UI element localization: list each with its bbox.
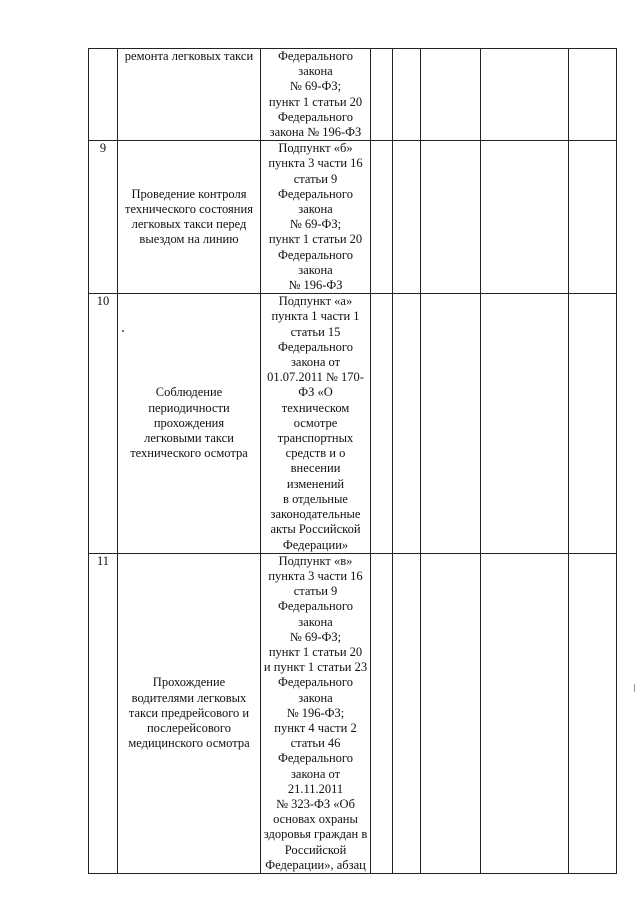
legal-basis-line: Федерального — [277, 675, 354, 690]
scan-dot — [122, 330, 124, 332]
requirement-name-line: послерейсового — [146, 720, 231, 735]
legal-basis-line: в отдельные — [283, 491, 348, 506]
requirement-name-line: технического состояния — [125, 202, 253, 217]
table-row — [89, 553, 617, 873]
legal-basis-line: 01.07.2011 № 170- — [267, 370, 364, 385]
legal-basis-line: пункта 3 части 16 — [268, 568, 363, 583]
empty-cell — [421, 141, 481, 294]
empty-cell — [371, 49, 393, 141]
legal-basis-line: закона № 196-ФЗ — [269, 125, 362, 140]
requirement-name-line: такси предрейсового и — [128, 705, 250, 720]
legal-basis-line: закона — [298, 690, 333, 705]
legal-basis-line: пункт 1 статьи 20 — [268, 232, 363, 247]
legal-basis — [261, 141, 371, 294]
empty-cell — [569, 141, 617, 294]
legal-basis-line: ФЗ «О — [298, 385, 333, 400]
legal-basis-line: № 69-ФЗ; — [289, 217, 342, 232]
legal-basis-line: Подпункт «а» — [278, 294, 353, 309]
empty-cell — [421, 553, 481, 873]
requirement-name — [118, 141, 261, 294]
row-number — [89, 49, 118, 141]
table-row — [89, 141, 617, 294]
table-row — [89, 294, 617, 553]
empty-cell — [393, 49, 421, 141]
legal-basis-line: внесении — [290, 461, 341, 476]
empty-cell — [569, 553, 617, 873]
requirement-name — [118, 294, 261, 553]
legal-basis-line: Федерального — [277, 247, 354, 262]
empty-cell — [481, 49, 569, 141]
legal-basis-line: 21.11.2011 — [287, 781, 344, 796]
legal-basis — [261, 49, 371, 141]
legal-basis-line: Федерального — [277, 751, 354, 766]
legal-basis-line: закона — [298, 614, 333, 629]
requirement-name-line: периодичности — [148, 400, 230, 415]
legal-basis-line: статьи 9 — [293, 171, 338, 186]
legal-basis-line: основах охраны — [273, 812, 358, 827]
requirement-name — [118, 553, 261, 873]
legal-basis-line: Российской — [284, 842, 347, 857]
scan-edge-mark — [634, 684, 635, 692]
empty-cell — [371, 553, 393, 873]
empty-cell — [569, 294, 617, 553]
legal-basis-line: Федерального — [277, 186, 354, 201]
legal-basis-line: пункта 3 части 16 — [268, 156, 363, 171]
legal-basis-line: техническом — [281, 400, 350, 415]
requirement-name-line: Соблюдение — [155, 385, 223, 400]
legal-basis-line: Федерального — [277, 339, 354, 354]
empty-cell — [481, 553, 569, 873]
empty-cell — [371, 141, 393, 294]
legal-basis-line: Подпункт «в» — [278, 553, 353, 568]
empty-cell — [481, 294, 569, 553]
empty-cell — [393, 553, 421, 873]
legal-basis-line: закона — [298, 202, 333, 217]
requirement-name-line: технического осмотра — [130, 446, 248, 461]
legal-basis-line: статьи 46 — [290, 736, 341, 751]
requirement-name-line: выездом на линию — [139, 232, 239, 247]
legal-basis-line: № 69-ФЗ; — [289, 79, 342, 94]
legal-basis-line: Подпункт «б» — [278, 141, 353, 156]
table-row — [89, 49, 617, 141]
empty-cell — [569, 49, 617, 141]
requirement-name-line: ремонта легковых такси — [124, 49, 254, 63]
legal-basis-line: транспортных — [277, 431, 354, 446]
requirement-name-line: Проведение контроля — [131, 186, 247, 201]
legal-basis-line: № 196-ФЗ — [288, 278, 343, 293]
legal-basis-line: закона — [298, 64, 333, 79]
legal-basis-line: закона от — [290, 355, 341, 370]
requirement-name — [118, 49, 261, 141]
legal-basis-line: здоровья граждан в — [263, 827, 368, 842]
legal-basis-line: пункт 1 статьи 20 — [268, 94, 363, 109]
empty-cell — [421, 294, 481, 553]
legal-basis — [261, 294, 371, 553]
legal-basis-line: акты Российской — [270, 522, 361, 537]
empty-cell — [421, 49, 481, 141]
row-number: 9 — [89, 141, 118, 294]
legal-basis-line: № 196-ФЗ; — [286, 705, 345, 720]
legal-basis-line: Федерального — [277, 109, 354, 124]
legal-basis-line: пункт 4 части 2 — [274, 720, 357, 735]
row-number: 10 — [89, 294, 118, 553]
legal-basis-line: Федерального — [277, 49, 354, 63]
empty-cell — [371, 294, 393, 553]
requirement-name-line: медицинского осмотра — [128, 736, 250, 751]
row-number: 11 — [89, 553, 118, 873]
legal-basis-line: Федерального — [277, 599, 354, 614]
legal-basis — [261, 553, 371, 873]
legal-basis-line: законодательные — [270, 507, 361, 522]
empty-cell — [393, 294, 421, 553]
legal-basis-line: закона от — [290, 766, 341, 781]
requirements-table — [88, 48, 617, 874]
legal-basis-line: статьи 15 — [290, 324, 341, 339]
empty-cell — [481, 141, 569, 294]
requirement-name-line: легковыми такси — [144, 431, 234, 446]
requirement-name-line: водителями легковых — [131, 690, 247, 705]
legal-basis-line: статьи 9 — [293, 584, 338, 599]
requirement-name-line: легковых такси перед — [131, 217, 247, 232]
legal-basis-line: № 323-ФЗ «Об — [276, 796, 355, 811]
requirement-name-line: Прохождение — [152, 675, 226, 690]
legal-basis-line: осмотре — [293, 415, 338, 430]
legal-basis-line: изменений — [286, 476, 345, 491]
legal-basis-line: средств и о — [285, 446, 346, 461]
legal-basis-line: Федерации», абзац — [265, 857, 366, 872]
legal-basis-line: пункта 1 части 1 — [271, 309, 360, 324]
legal-basis-line: пункт 1 статьи 20 — [268, 644, 363, 659]
legal-basis-line: и пункт 1 статьи 23 — [263, 660, 368, 675]
requirement-name-line: прохождения — [153, 415, 225, 430]
legal-basis-line: № 69-ФЗ; — [289, 629, 342, 644]
empty-cell — [393, 141, 421, 294]
legal-basis-line: закона — [298, 262, 333, 277]
legal-basis-line: Федерации» — [282, 537, 349, 552]
